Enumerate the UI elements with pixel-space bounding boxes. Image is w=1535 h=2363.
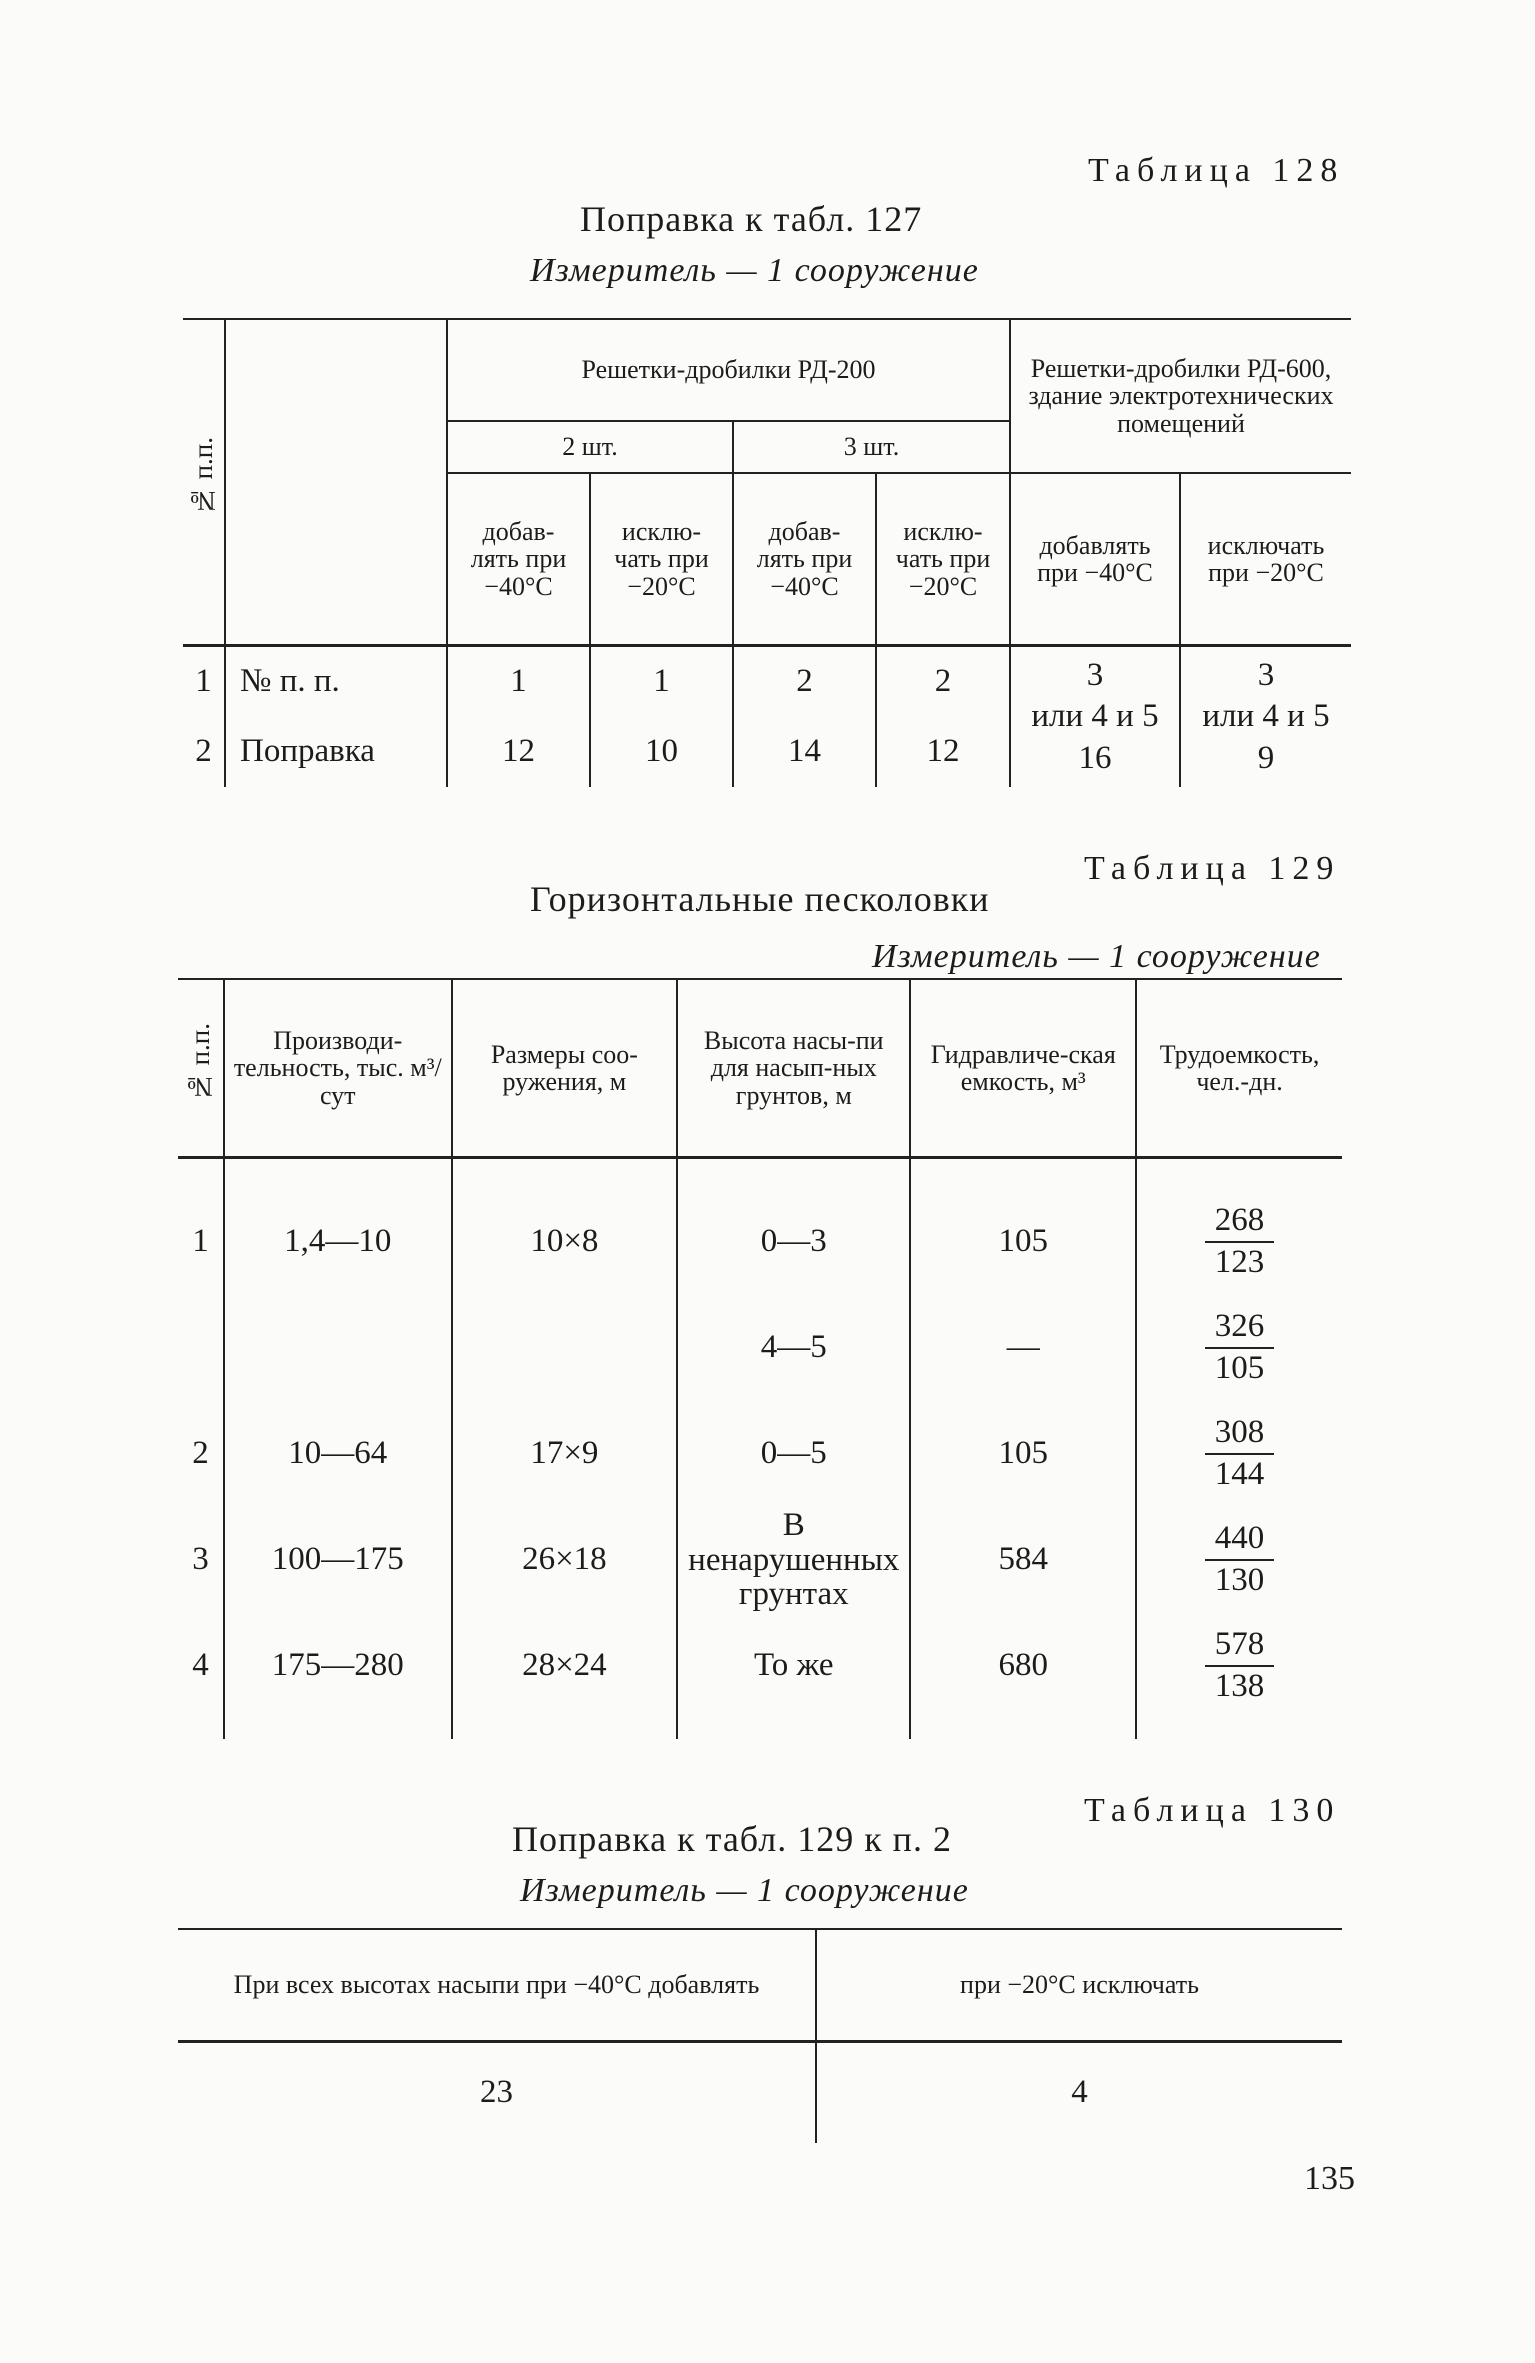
height-header: Высота насы-пи для насып-ных грунтов, м	[677, 979, 910, 1158]
page-number: 135	[1304, 2160, 1355, 2197]
table-129-title: Горизонтальные песколовки	[530, 879, 990, 919]
rd200-header: Решетки-дробилки РД-200	[447, 319, 1010, 421]
capacity-header: Производи-тельность, тыс. м³/сут	[224, 979, 452, 1158]
table-130	[178, 1928, 1342, 2143]
table-129-measure: Измеритель — 1 сооружение	[872, 938, 1321, 975]
exclude-header: исклю-чать при −20°С	[590, 473, 733, 646]
table-129-label: Таблица 129	[1084, 850, 1341, 887]
table-row: 3 100—175 26×18 В ненарушенных грунтах 584 440 130	[178, 1507, 1342, 1613]
table-128-title: Поправка к табл. 127	[580, 199, 923, 239]
num-header: № п.п.	[183, 319, 225, 646]
table-cell: 3 или 4 и 5 16	[1010, 646, 1180, 788]
table-128-label: Таблица 128	[1088, 152, 1345, 189]
table-row: 23 4	[178, 2042, 1342, 2144]
table-row: 4—5 — 326 105	[178, 1295, 1342, 1401]
rd600-header: Решетки-дробилки РД-600, здание электротехнических помещений	[1010, 319, 1351, 473]
table-130-label: Таблица 130	[1084, 1792, 1341, 1829]
add-header: добав-лять при −40°С	[447, 473, 590, 646]
table-row: 1 1,4—10 10×8 0—3 105 268 123	[178, 1158, 1342, 1296]
size-header: Размеры соо-ружения, м	[452, 979, 678, 1158]
table-row: 2 10—64 17×9 0—5 105 308 144	[178, 1401, 1342, 1507]
exclude-header: исклю-чать при −20°С	[876, 473, 1010, 646]
labor-fraction: 578 138	[1136, 1613, 1342, 1739]
table-row: 1 № п. п. 1 1 2 2 3 или 4 и 5 16 3 или 4 и 5 9	[183, 646, 1351, 718]
add-header: добавлять при −40°С	[1010, 473, 1180, 646]
num-header: № п.п.	[185, 1023, 216, 1103]
labor-fraction: 308 144	[1136, 1401, 1342, 1507]
table-128-measure: Измеритель — 1 сооружение	[530, 252, 979, 289]
volume-header: Гидравличе-ская емкость, м³	[910, 979, 1136, 1158]
labor-header: Трудоемкость, чел.-дн.	[1136, 979, 1342, 1158]
three-units-header: 3 шт.	[733, 421, 1010, 473]
table-130-title: Поправка к табл. 129 к п. 2	[512, 1819, 952, 1859]
table-row: 4 175—280 28×24 То же 680 578 138	[178, 1613, 1342, 1739]
add-header: добав-лять при −40°С	[733, 473, 876, 646]
labor-fraction: 326 105	[1136, 1295, 1342, 1401]
labor-fraction: 268 123	[1136, 1158, 1342, 1296]
labor-fraction: 440 130	[1136, 1507, 1342, 1613]
exclude-header: при −20°С исключать	[816, 1929, 1342, 2042]
add-header: При всех высотах насыпи при −40°С добавлять	[233, 1970, 760, 2000]
table-cell: 3 или 4 и 5 9	[1180, 646, 1351, 788]
table-129	[178, 978, 1342, 1739]
exclude-header: исключать при −20°С	[1180, 473, 1351, 646]
table-128	[183, 318, 1351, 787]
table-130-measure: Измеритель — 1 сооружение	[520, 1872, 969, 1909]
table-row: 2 Поправка 12 10 14 12	[183, 717, 1351, 787]
two-units-header: 2 шт.	[447, 421, 733, 473]
